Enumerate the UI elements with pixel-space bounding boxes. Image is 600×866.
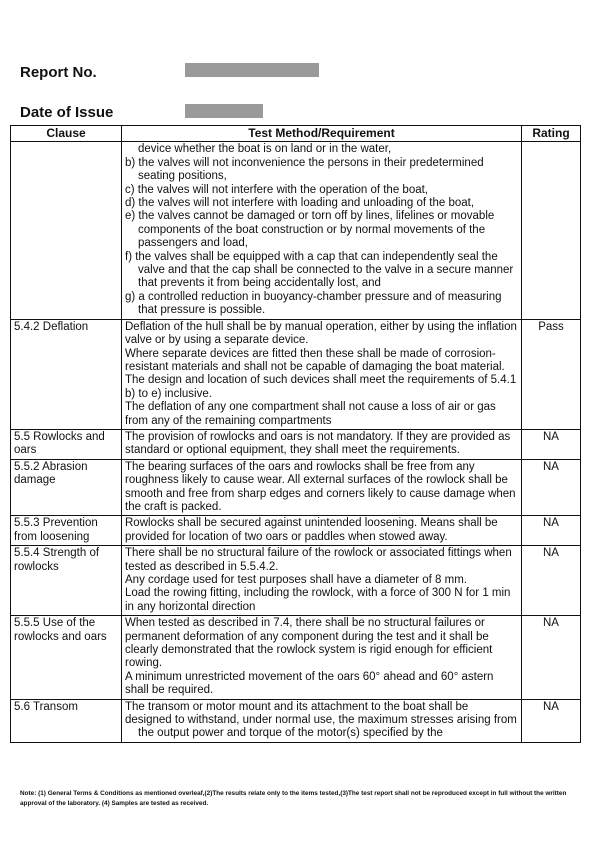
clause-cell <box>11 142 122 319</box>
requirement-cell <box>122 546 522 616</box>
requirement-text: the output power and torque of the motor(s) specified by the <box>138 727 443 740</box>
rating-cell: NA <box>522 546 581 616</box>
rating-column-header: Rating <box>522 126 581 142</box>
requirement-text: device whether the boat is on land or in the water, <box>138 143 392 156</box>
table-row <box>11 699 581 742</box>
requirement-list-item: f) the valves shall be equipped with a cap that can independently seal the valve and that the cap shall be connected to the valve in a secure manner that prevents it from being accidentally lost, and <box>125 250 514 290</box>
requirement-list-item: d) the valves will not interfere with loading and unloading of the boat, <box>125 197 475 210</box>
requirement-text: Where separate devices are fitted then these shall be made of corrosion-resistant materials and shall not be capable of damaging the boat material. The design and location of such devices shall meet the requirements of 5.4.1 b) to e) inclusive. <box>125 347 517 400</box>
table-row <box>11 516 581 546</box>
requirement-list-item: g) a controlled reduction in buoyancy-chamber pressure and of measuring that pressure is possible. <box>125 290 502 317</box>
rating-cell: NA <box>522 429 581 459</box>
rating-cell: Pass <box>522 319 581 429</box>
clause-cell: 5.5.2 Abrasion damage <box>11 459 122 516</box>
requirement-text: The transom or motor mount and its attachment to the boat shall be designed to withstand, under normal use, the maximum stresses arising from <box>125 700 517 727</box>
date-of-issue-redacted <box>185 104 263 118</box>
table-row <box>11 459 581 516</box>
requirement-cell <box>122 142 522 319</box>
clause-cell: 5.4.2 Deflation <box>11 319 122 429</box>
requirement-list-item: c) the valves will not interfere with the operation of the boat, <box>125 183 428 196</box>
rating-cell: NA <box>522 459 581 516</box>
requirement-text: The bearing surfaces of the oars and rowlocks shall be free from any roughness likely to cause wear. All external surfaces of the rowlock shall be smooth and free from sharp edges and corners likely to cause damage when the craft is packed. <box>125 460 516 513</box>
requirement-cell <box>122 319 522 429</box>
table-row <box>11 616 581 699</box>
clause-cell: 5.5 Rowlocks and oars <box>11 429 122 459</box>
requirement-text: The provision of rowlocks and oars is not mandatory. If they are provided as standard or optional equipment, they shall meet the requirements. <box>125 430 511 457</box>
requirement-text: A minimum unrestricted movement of the oars 60° ahead and 60° astern shall be required. <box>125 670 494 697</box>
rating-cell: NA <box>522 516 581 546</box>
requirement-list-item: b) the valves will not inconvenience the persons in their predetermined seating positions, <box>125 156 484 183</box>
requirement-text: Deflation of the hull shall be by manual operation, either by using the inflation valve or by using a separate device. <box>125 320 517 347</box>
requirement-cell <box>122 459 522 516</box>
table-row <box>11 546 581 616</box>
requirement-cell <box>122 699 522 742</box>
clause-cell: 5.6 Transom <box>11 699 122 742</box>
requirement-text: When tested as described in 7.4, there shall be no structural failures or permanent deformation of any component during the test and it shall be clearly demonstrated that the rowlock system is rigid enough for efficient rowing. <box>125 617 493 670</box>
requirement-text: The deflation of any one compartment shall not cause a loss of air or gas from any of the remaining compartments <box>125 401 496 427</box>
table-row <box>11 429 581 459</box>
report-no-label: Report No. <box>20 64 97 81</box>
clause-cell: 5.5.3 Prevention from loosening <box>11 516 122 546</box>
report-table <box>10 125 581 743</box>
requirement-text: Any cordage used for test purposes shall have a diameter of 8 mm. <box>125 574 467 586</box>
requirement-text: There shall be no structural failure of the rowlock or associated fittings when tested as described in 5.5.4.2. <box>125 547 512 573</box>
clause-cell: 5.5.4 Strength of rowlocks <box>11 546 122 616</box>
footnote: Note: (1) General Terms & Conditions as mentioned overleaf,(2)The results relate only to the items tested,(3)The test report shall not be reproduced except in full without the written approval of the laboratory. (4) Samples are tested as received. <box>20 790 567 807</box>
requirement-cell <box>122 429 522 459</box>
rating-cell: NA <box>522 699 581 742</box>
requirement-text: Load the rowing fitting, including the rowlock, with a force of 300 N for 1 min in any horizontal direction <box>125 587 511 613</box>
requirement-list-item: e) the valves cannot be damaged or torn off by lines, lifelines or movable components of the boat construction or by normal movements of the passengers and load, <box>125 210 495 250</box>
clause-column-header: Clause <box>11 126 122 142</box>
requirement-text: Rowlocks shall be secured against unintended loosening. Means shall be provided for location of two oars or paddles when stowed away. <box>125 517 498 543</box>
requirement-cell <box>122 516 522 546</box>
requirement-cell <box>122 616 522 699</box>
clause-cell: 5.5.5 Use of the rowlocks and oars <box>11 616 122 699</box>
rating-cell <box>522 142 581 319</box>
table-header-row <box>11 126 581 142</box>
table-row <box>11 142 581 319</box>
requirement-column-header: Test Method/Requirement <box>122 126 522 142</box>
table-body <box>11 142 581 742</box>
rating-cell: NA <box>522 616 581 699</box>
table-row <box>11 319 581 429</box>
date-of-issue-label: Date of Issue <box>20 104 114 121</box>
report-no-redacted <box>185 63 319 77</box>
